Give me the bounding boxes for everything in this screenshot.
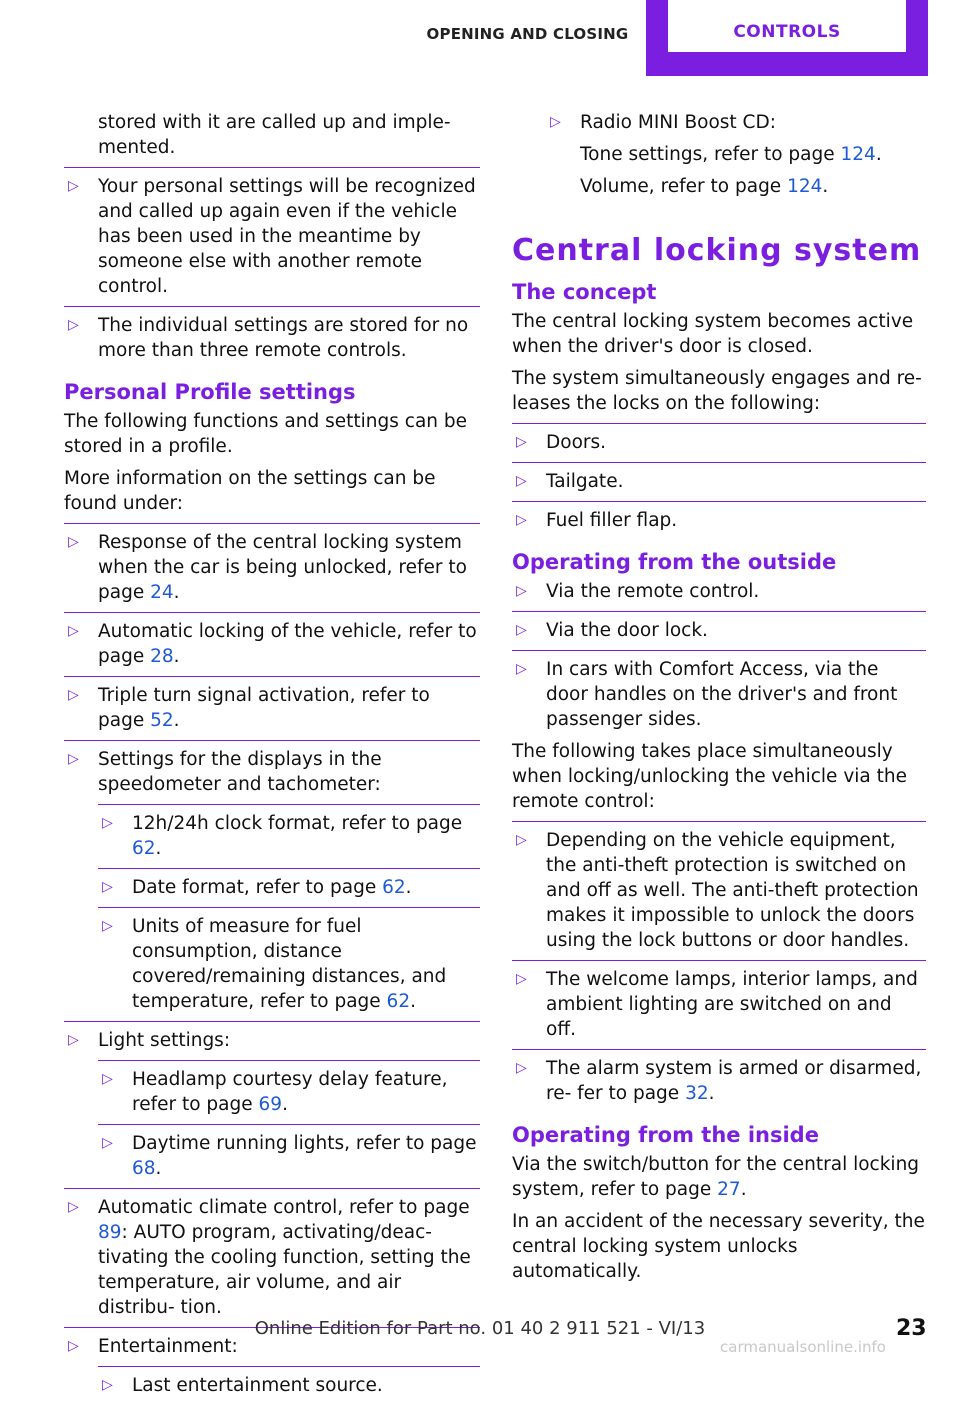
sub-list-item: ▷ Date format, refer to page 62. bbox=[102, 877, 412, 898]
triangle-bullet-icon: ▷ bbox=[68, 623, 79, 639]
watermark: carmanualsonline.info bbox=[720, 1338, 886, 1356]
profile-settings-list bbox=[64, 523, 480, 1398]
list-item bbox=[512, 430, 926, 455]
intro-continuation: stored with it are called up and imple‐ mented. bbox=[98, 112, 451, 158]
bullet-separator bbox=[64, 523, 480, 524]
bullet-separator bbox=[64, 167, 480, 168]
paragraph: Tone settings, refer to page 124. bbox=[580, 144, 882, 165]
triangle-bullet-icon: ▷ bbox=[516, 512, 527, 528]
list-item-text: Doors. bbox=[546, 432, 607, 453]
list-item-text: Entertainment: bbox=[98, 1336, 238, 1357]
list-item-text: Automatic locking of the vehicle, refer to page bbox=[98, 621, 477, 667]
header-tab bbox=[646, 0, 928, 76]
page-link[interactable]: 62 bbox=[132, 838, 156, 859]
bullet-separator bbox=[512, 821, 926, 822]
paragraph: The system simultaneously engages and re‐ leases the locks on the following: bbox=[512, 368, 922, 414]
right-column bbox=[512, 110, 926, 1291]
triangle-bullet-icon: ▷ bbox=[68, 178, 79, 194]
chapter-title: Central locking system bbox=[512, 233, 922, 268]
bullet-separator bbox=[98, 1124, 480, 1125]
bullet-separator bbox=[98, 1366, 480, 1367]
page-link[interactable]: 52 bbox=[150, 710, 174, 731]
triangle-bullet-icon: ▷ bbox=[68, 1032, 79, 1048]
bullet-separator bbox=[98, 907, 480, 908]
page-link[interactable]: 62 bbox=[386, 991, 411, 1012]
sub-list-item: ▷ Daytime running lights, refer to page 68. bbox=[102, 1133, 477, 1179]
triangle-bullet-icon: ▷ bbox=[102, 1377, 113, 1393]
list-item bbox=[512, 657, 926, 732]
header-section-label: OPENING AND CLOSING bbox=[426, 25, 629, 43]
paragraph: Volume, refer to page 124. bbox=[580, 176, 829, 197]
list-item: ▷ Response of the central locking system when the car is being unlocked, refer to page 24. bbox=[68, 532, 467, 603]
bullet-separator bbox=[98, 1060, 480, 1061]
header-tab-label: CONTROLS bbox=[668, 0, 906, 52]
bullet-separator bbox=[64, 1021, 480, 1022]
bullet-separator bbox=[64, 612, 480, 613]
page-number: 23 bbox=[896, 1316, 927, 1341]
sub-list bbox=[98, 1060, 480, 1181]
list-item-text: Date format, refer to page bbox=[132, 877, 383, 898]
paragraph-text: Via the switch/button for the central locking system, refer to page bbox=[512, 1154, 920, 1200]
locks-list bbox=[512, 423, 926, 533]
bullet-separator bbox=[64, 740, 480, 741]
list-item-text: The welcome lamps, interior lamps, and ambient lighting are switched on and off. bbox=[546, 969, 918, 1040]
sub-list bbox=[98, 804, 480, 1014]
page-link[interactable]: 89 bbox=[98, 1222, 122, 1243]
sub-list-item bbox=[98, 1373, 480, 1398]
triangle-bullet-icon: ▷ bbox=[516, 832, 527, 848]
list-item-text: Light settings: bbox=[98, 1030, 231, 1051]
list-item bbox=[512, 579, 926, 604]
triangle-bullet-icon: ▷ bbox=[516, 622, 527, 638]
bullet-separator bbox=[512, 611, 926, 612]
list-item-text: Daytime running lights, refer to page bbox=[132, 1133, 477, 1154]
left-column bbox=[64, 110, 480, 1405]
list-item: ▷ Triple turn signal activation, refer to page 52. bbox=[68, 685, 430, 731]
footer-edition: Online Edition for Part no. 01 40 2 911 521 - VI/13 bbox=[254, 1318, 706, 1339]
list-item-text: The individual settings are stored for no more than three remote controls. bbox=[98, 315, 469, 361]
list-item-text: Units of measure for fuel consumption, distance covered/remaining distances, and temperature, refer to page bbox=[132, 916, 447, 1012]
list-item bbox=[512, 469, 926, 494]
triangle-bullet-icon: ▷ bbox=[102, 815, 113, 831]
list-item-text: Via the remote control. bbox=[546, 581, 760, 602]
list-item bbox=[64, 174, 480, 299]
paragraph: In an accident of the necessary severity, the central locking system unlocks automatically. bbox=[512, 1211, 925, 1282]
list-item-text: Response of the central locking system when the car is being unlocked, refer to page bbox=[98, 532, 467, 603]
triangle-bullet-icon: ▷ bbox=[102, 1135, 113, 1151]
list-item-text: Depending on the vehicle equipment, the anti-theft protection is switched on and off as well. The anti-theft protection makes it impossible to unlock the doors using the lock buttons or door handles. bbox=[546, 830, 919, 951]
list-item-text: Automatic climate control, refer to page bbox=[98, 1197, 470, 1218]
paragraph: The central locking system becomes active when the driver's door is closed. bbox=[512, 311, 914, 357]
list-item bbox=[512, 508, 926, 533]
triangle-bullet-icon: ▷ bbox=[102, 1071, 113, 1087]
list-item bbox=[512, 618, 926, 643]
page-link[interactable]: 62 bbox=[382, 877, 406, 898]
triangle-bullet-icon: ▷ bbox=[516, 434, 527, 450]
triangle-bullet-icon: ▷ bbox=[102, 918, 113, 934]
page-link[interactable]: 28 bbox=[150, 646, 174, 667]
list-item bbox=[512, 967, 926, 1042]
list-item: ▷ Automatic locking of the vehicle, refer to page 28. bbox=[68, 621, 477, 667]
sub-list-item: ▷ 12h/24h clock format, refer to page 62. bbox=[102, 813, 463, 859]
list-item bbox=[512, 828, 926, 953]
list-item-text: Triple turn signal activation, refer to page bbox=[98, 685, 430, 731]
triangle-bullet-icon: ▷ bbox=[68, 751, 79, 767]
list-item bbox=[64, 313, 480, 363]
page-link[interactable]: 32 bbox=[685, 1083, 709, 1104]
sub-list-item: ▷ Units of measure for fuel consumption, distance covered/remaining distances, and temperature, refer to page 62. bbox=[102, 916, 447, 1012]
page-link[interactable]: 24 bbox=[150, 582, 174, 603]
page-link[interactable]: 124 bbox=[840, 144, 876, 165]
bullet-separator bbox=[512, 501, 926, 502]
list-item-text: Radio MINI Boost CD: bbox=[580, 112, 776, 133]
bullet-separator bbox=[98, 868, 480, 869]
list-item-text: Fuel filler flap. bbox=[546, 510, 678, 531]
bullet-separator bbox=[64, 1188, 480, 1189]
list-item: ▷ The alarm system is armed or disarmed, re‐ fer to page 32. bbox=[516, 1058, 922, 1104]
list-item-text: Settings for the displays in the speedometer and tachometer: bbox=[98, 749, 382, 795]
paragraph: The following takes place simultaneously when locking/unlocking the vehicle via the remote control: bbox=[512, 741, 907, 812]
page-link[interactable]: 124 bbox=[787, 176, 823, 197]
page-link[interactable]: 68 bbox=[132, 1158, 156, 1179]
bullet-separator bbox=[512, 960, 926, 961]
locking-effects-list bbox=[512, 821, 926, 1106]
radio-list bbox=[512, 110, 926, 135]
triangle-bullet-icon: ▷ bbox=[516, 661, 527, 677]
section-heading-outside: Operating from the outside bbox=[512, 550, 837, 574]
list-item-text: : AUTO program, activating/deac‐ tivating the cooling function, setting the temperature, air volume, and air distribu‐ tion. bbox=[98, 1222, 471, 1318]
bullet-list-top bbox=[64, 174, 480, 363]
triangle-bullet-icon: ▷ bbox=[516, 583, 527, 599]
bullet-separator bbox=[64, 306, 480, 307]
list-item-text: 12h/24h clock format, refer to page bbox=[132, 813, 463, 834]
list-item bbox=[64, 1334, 480, 1398]
bullet-separator bbox=[512, 650, 926, 651]
list-item bbox=[64, 1028, 480, 1181]
bullet-separator bbox=[512, 462, 926, 463]
list-item-text: In cars with Comfort Access, via the door handles on the driver's and front passenger sides. bbox=[546, 659, 898, 730]
paragraph: More information on the settings can be found under: bbox=[64, 468, 436, 514]
page-link[interactable]: 69 bbox=[258, 1094, 283, 1115]
list-item-text: Headlamp courtesy delay feature, refer to page bbox=[132, 1069, 448, 1115]
sub-list bbox=[98, 1366, 480, 1398]
list-item-text: Tailgate. bbox=[546, 471, 624, 492]
outside-list bbox=[512, 579, 926, 732]
list-item-text: Via the door lock. bbox=[546, 620, 708, 641]
section-heading-inside: Operating from the inside bbox=[512, 1123, 819, 1147]
section-heading-concept: The concept bbox=[512, 280, 657, 304]
paragraph: The following functions and settings can be stored in a profile. bbox=[64, 411, 468, 457]
bullet-separator bbox=[512, 423, 926, 424]
section-heading-personal-profile: Personal Profile settings bbox=[64, 380, 356, 404]
triangle-bullet-icon: ▷ bbox=[550, 114, 561, 130]
triangle-bullet-icon: ▷ bbox=[68, 687, 79, 703]
paragraph: Via the switch/button for the central locking system, refer to page 27. bbox=[512, 1154, 920, 1200]
bullet-separator bbox=[98, 804, 480, 805]
list-item bbox=[64, 1195, 480, 1320]
triangle-bullet-icon: ▷ bbox=[102, 879, 113, 895]
bullet-separator bbox=[64, 676, 480, 677]
list-item bbox=[512, 110, 926, 135]
list-item-text: Your personal settings will be recognized and called up again even if the vehicle has been used in the meantime by someone else with another remote control. bbox=[98, 176, 476, 297]
triangle-bullet-icon: ▷ bbox=[516, 473, 527, 489]
triangle-bullet-icon: ▷ bbox=[68, 534, 79, 550]
paragraph-text: Tone settings, refer to page bbox=[580, 144, 841, 165]
list-item bbox=[64, 747, 480, 1014]
list-item-text: The alarm system is armed or disarmed, re‐ fer to page bbox=[546, 1058, 922, 1104]
triangle-bullet-icon: ▷ bbox=[516, 971, 527, 987]
triangle-bullet-icon: ▷ bbox=[68, 1199, 79, 1215]
bullet-separator bbox=[512, 1049, 926, 1050]
triangle-bullet-icon: ▷ bbox=[516, 1060, 527, 1076]
list-item-text: Last entertainment source. bbox=[132, 1375, 383, 1396]
page-link[interactable]: 27 bbox=[717, 1179, 741, 1200]
paragraph-text: Volume, refer to page bbox=[580, 176, 788, 197]
sub-list-item: ▷ Headlamp courtesy delay feature, refer to page 69. bbox=[102, 1069, 448, 1115]
triangle-bullet-icon: ▷ bbox=[68, 1338, 79, 1354]
triangle-bullet-icon: ▷ bbox=[68, 317, 79, 333]
